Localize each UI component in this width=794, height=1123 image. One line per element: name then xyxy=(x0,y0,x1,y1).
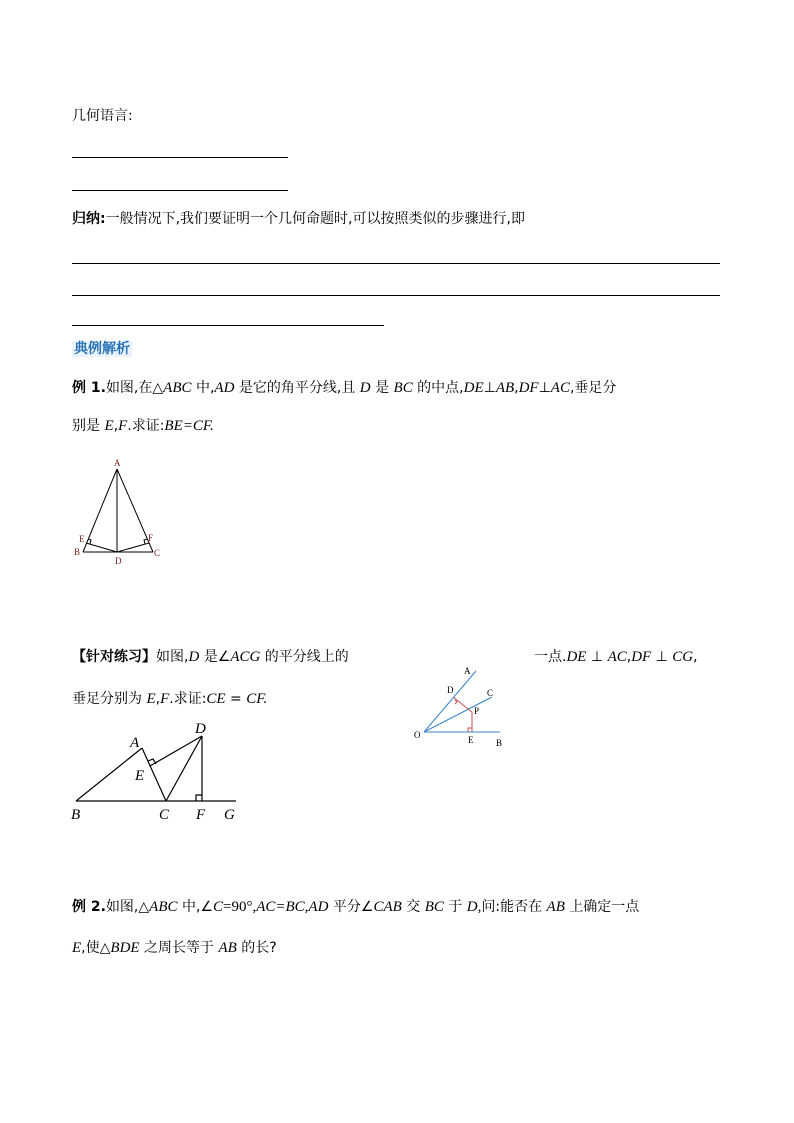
geometry-language-label: 几何语言: xyxy=(72,108,133,124)
label-d: D xyxy=(195,721,206,737)
label-d: D xyxy=(447,685,454,695)
right-angle-mark-f xyxy=(196,795,202,801)
label-a: A xyxy=(114,458,121,468)
practice-line1: 【针对练习】如图,D 是∠ACG 的平分线上的 xyxy=(72,649,349,665)
ray-oc xyxy=(424,697,492,732)
example2-line1: 例 2.如图,△ABC 中,∠C=90°,AC=BC,AD 平分∠CAB 交 BC 于 D,问:能否在 AB 上确定一点 xyxy=(72,899,640,915)
summary-label: 归纳: xyxy=(72,211,106,227)
segment-de xyxy=(86,543,117,552)
label-c: C xyxy=(154,548,161,558)
label-e: E xyxy=(79,534,85,544)
label-c: C xyxy=(159,807,170,823)
example1-line1: 例 1.如图,在△ABC 中,AD 是它的角平分线,且 D 是 BC 的中点,DE⊥AB,DF⊥AC,垂足分 xyxy=(72,380,617,396)
label-b: B xyxy=(496,738,503,748)
example2-line2: E,使△BDE 之周长等于 AB 的长? xyxy=(72,940,277,956)
segment-ba xyxy=(76,748,145,801)
answer-blank-line xyxy=(72,295,720,296)
segment-ac xyxy=(142,748,166,801)
answer-blank-line xyxy=(72,157,288,158)
label-c: C xyxy=(487,688,494,698)
label-p: P xyxy=(474,706,480,716)
right-angle-mark-e xyxy=(468,728,472,732)
segment-df xyxy=(117,543,149,552)
practice-line1-right: 一点.DE ⊥ AC,DF ⊥ CG, xyxy=(534,649,698,665)
example1-line2: 别是 E,F.求证:BE=CF. xyxy=(72,418,214,434)
summary-paragraph xyxy=(72,209,525,229)
label-e: E xyxy=(135,768,145,784)
example1-triangle-figure xyxy=(70,455,170,570)
summary-text: 一般情况下,我们要证明一个几何命题时,可以按照类似的步骤进行,即 xyxy=(105,211,525,227)
label-a: A xyxy=(130,735,140,751)
label-a: A xyxy=(464,666,471,676)
label-b: B xyxy=(74,547,81,557)
label-o: O xyxy=(414,730,421,740)
label-b: B xyxy=(71,807,81,823)
label-d: D xyxy=(115,556,122,566)
label-f: F xyxy=(196,807,206,823)
label-g: G xyxy=(224,807,235,823)
answer-blank-line xyxy=(72,190,288,191)
answer-blank-line xyxy=(72,325,384,326)
label-e: E xyxy=(468,735,474,745)
section-title: 典例解析 xyxy=(74,341,130,357)
segment-dp xyxy=(453,697,472,712)
label-f: F xyxy=(148,533,154,543)
practice-figure-triangles xyxy=(68,718,248,826)
practice-figure-angle-bisector xyxy=(410,660,520,752)
ray-oa xyxy=(424,671,476,732)
right-angle-mark-d xyxy=(455,700,457,704)
answer-blank-line xyxy=(72,263,720,264)
practice-line2: 垂足分别为 E,F.求证:CE = CF. xyxy=(72,691,268,707)
